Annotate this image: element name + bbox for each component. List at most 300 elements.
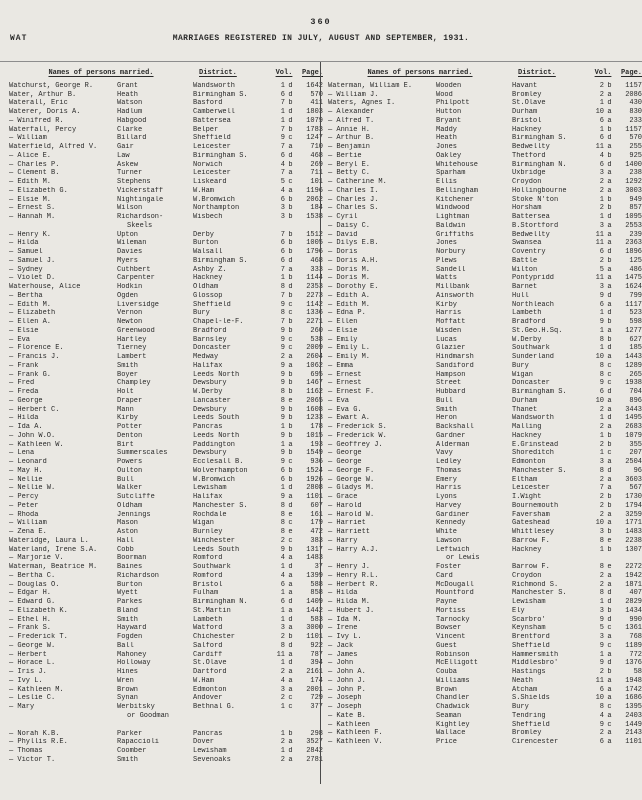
record-row — [328, 292, 642, 301]
cell-district: Brentford — [512, 633, 550, 641]
cell-vnum: 2 — [599, 501, 604, 510]
cell-surname: Gair — [117, 143, 134, 151]
record-row — [328, 222, 642, 231]
cell-district: Leeds North — [193, 431, 240, 440]
cell-district: Havant — [512, 81, 538, 90]
cell-vnum: 1 — [280, 729, 285, 738]
cell-surname: Lightman — [436, 213, 470, 221]
cell-vlet: b — [288, 160, 293, 169]
cell-page: 1624 — [625, 283, 642, 291]
cell-surname: Carpenter — [117, 274, 155, 283]
cell-name: — Henry J. — [328, 563, 371, 571]
cell-vnum: 3 — [280, 624, 285, 633]
cell-district: Thanet — [512, 405, 538, 414]
record-row — [328, 581, 642, 590]
cell-vlet: d — [607, 589, 612, 598]
cell-name: — Henry K. — [9, 230, 52, 239]
cell-name: — Kathleen W. — [9, 440, 64, 449]
cell-page: 2273 — [306, 291, 323, 300]
cell-district: Scarbro' — [512, 615, 546, 624]
cell-page: 1730 — [625, 493, 642, 501]
page-number: 360 — [310, 17, 332, 27]
cell-name: — Marjorie V. — [9, 554, 64, 563]
record-row — [9, 99, 323, 108]
record-row — [9, 116, 323, 126]
cell-page: 2238 — [625, 536, 642, 545]
margin-label: WAT — [10, 34, 28, 43]
cell-vlet: a — [607, 143, 612, 151]
record-row — [328, 537, 642, 546]
cell-name: — Herbert — [9, 650, 47, 659]
record-row — [328, 388, 642, 397]
left-column — [0, 62, 323, 784]
cell-district: S.Shields — [512, 694, 550, 703]
cell-surname: Grant — [117, 81, 139, 90]
cell-vnum: 7 — [280, 143, 285, 151]
record-row — [328, 502, 642, 511]
cell-district: Camberwell — [193, 108, 236, 116]
cell-surname: Plews — [436, 256, 458, 265]
cell-name: — Elizabeth K. — [9, 606, 68, 615]
cell-page: 1101 — [306, 633, 323, 641]
cell-vnum: 1 — [280, 703, 285, 711]
cell-district: Birmingham S. — [512, 134, 567, 143]
cell-name: — William J. — [328, 90, 379, 99]
cell-vlet: a — [288, 650, 293, 659]
cell-name: — Gladys M. — [328, 484, 375, 493]
cell-page: 2009 — [306, 344, 323, 353]
cell-vlet: a — [288, 580, 293, 589]
cell-page: 174 — [310, 676, 323, 685]
cell-page: 1794 — [625, 501, 642, 510]
cell-vnum: 9 — [280, 545, 285, 554]
cell-district: W.Derby — [512, 335, 542, 344]
cell-vnum: 9 — [280, 431, 285, 440]
cell-page: 37 — [314, 563, 323, 571]
cell-name: — Bertie — [328, 151, 362, 160]
record-row — [328, 712, 642, 721]
cell-vlet: a — [288, 493, 293, 501]
cell-vnum: 8 — [280, 519, 285, 528]
cell-page: 269 — [310, 160, 323, 169]
cell-district: Horsham — [512, 204, 542, 213]
cell-vnum: 1 — [599, 598, 604, 606]
record-row — [9, 361, 323, 371]
cell-surname: Lucas — [436, 335, 458, 344]
cell-name: — Freda — [9, 388, 39, 396]
cell-name: — Doris A.H. — [328, 256, 379, 265]
cell-vlet: d — [288, 108, 293, 116]
cell-surname: Jones — [436, 143, 458, 151]
cell-surname: Seaman — [436, 711, 462, 720]
cell-vlet: d — [607, 466, 612, 475]
cell-vlet: b — [607, 431, 612, 440]
cell-name: — Annie H. — [328, 125, 371, 134]
cell-vnum: 8 — [280, 309, 285, 318]
record-row — [9, 143, 323, 152]
cell-surname: Draper — [117, 396, 143, 405]
cell-vlet: a — [288, 668, 293, 676]
cell-page: 711 — [310, 169, 323, 178]
record-row — [328, 467, 642, 476]
cell-district: Manchester S. — [512, 589, 567, 598]
cell-vlet: d — [607, 659, 612, 668]
cell-vnum: 9 — [280, 134, 285, 143]
cell-district: Liskeard — [193, 178, 227, 186]
cell-district: Leicester — [193, 169, 231, 178]
cell-surname: Bowser — [436, 624, 462, 633]
cell-surname: Leftwich or Lewis — [436, 546, 512, 564]
record-row — [9, 755, 323, 765]
cell-district: Eltham — [512, 475, 538, 484]
cell-surname: Hampson — [436, 370, 466, 379]
cell-vlet: b — [607, 528, 612, 536]
cell-page: 3000 — [306, 624, 323, 633]
cell-name: — Frederick S. — [328, 423, 387, 431]
record-row — [9, 431, 323, 441]
record-row — [9, 659, 323, 668]
cell-district: Uxbridge — [512, 169, 546, 178]
cell-vnum: 5 — [280, 178, 285, 186]
cell-vnum: 1 — [280, 747, 285, 755]
cell-surname: Mahoney — [117, 650, 147, 659]
record-row — [9, 335, 323, 345]
record-row — [9, 388, 323, 397]
record-row — [9, 300, 323, 310]
cell-page: 298 — [310, 729, 323, 738]
record-row — [328, 432, 642, 441]
record-row — [9, 694, 323, 703]
cell-surname: Norbury — [436, 248, 466, 256]
cell-vnum: 1 — [280, 81, 285, 90]
record-row — [9, 554, 323, 563]
cell-district: Whittlesey — [512, 528, 555, 536]
cell-name: — George W. — [328, 475, 375, 484]
cell-vnum: 2 — [599, 405, 604, 414]
cell-vlet: c — [607, 370, 612, 379]
cell-district: Birmingham S. — [512, 388, 567, 396]
cell-vlet: a — [607, 423, 612, 431]
cell-vlet: a — [607, 326, 612, 335]
cell-vnum: 5 — [599, 624, 604, 633]
cell-surname: Smith — [436, 405, 458, 414]
cell-vnum: 2 — [599, 178, 604, 186]
cell-page: 925 — [629, 151, 642, 160]
cell-surname: Harris — [436, 484, 462, 493]
record-row — [328, 327, 642, 336]
cell-surname: Brown — [117, 685, 139, 694]
cell-name: Water, Arthur B. — [9, 90, 77, 99]
cell-surname: Stephens — [117, 178, 151, 186]
record-row — [328, 336, 642, 345]
cell-vnum: 4 — [280, 571, 285, 580]
cell-vnum: 9 — [280, 370, 285, 379]
cell-district: Richmond S. — [512, 580, 559, 589]
cell-vnum: 3 — [599, 221, 604, 230]
cell-vnum: 10 — [595, 519, 604, 528]
record-row — [9, 738, 323, 747]
cell-surname: Ellis — [436, 178, 458, 186]
cell-page: 588 — [310, 580, 323, 589]
cell-vlet: d — [288, 641, 293, 650]
cell-name: — Charles P. — [9, 160, 60, 169]
cell-district: Birmingham S. — [193, 256, 248, 265]
cell-page: 1101 — [306, 493, 323, 501]
record-row — [9, 528, 323, 537]
cell-name: — Harriet — [328, 519, 366, 528]
record-row — [9, 125, 323, 135]
cell-surname: Sparham — [436, 169, 466, 178]
cell-name: — George F. — [328, 466, 375, 475]
cell-page: 1233 — [306, 414, 323, 423]
cell-page: 2086 — [625, 90, 642, 99]
cell-vlet: e — [607, 536, 612, 545]
cell-surname: Wyett — [117, 589, 139, 598]
cell-page: 1409 — [306, 598, 323, 606]
cell-vlet: b — [288, 466, 293, 475]
cell-page: 1079 — [625, 431, 642, 440]
cell-vlet: c — [607, 361, 612, 370]
cell-page: 1101 — [625, 738, 642, 746]
cell-vnum: 7 — [599, 484, 604, 493]
cell-vnum: 6 — [280, 151, 285, 160]
cell-surname: Foster — [436, 563, 462, 571]
cell-surname: Wileman — [117, 239, 147, 248]
cell-surname: Holt — [117, 388, 134, 396]
record-row — [328, 528, 642, 537]
cell-name: Waterer, Doris A. — [9, 108, 81, 116]
cell-district: Keynsham — [512, 624, 546, 633]
cell-vnum: 6 — [280, 598, 285, 606]
record-row — [328, 99, 642, 108]
cell-district: Watford — [193, 624, 223, 633]
cell-district: Norwich — [193, 160, 223, 169]
cell-page: 238 — [629, 169, 642, 178]
cell-vnum: 2 — [599, 186, 604, 195]
cell-vnum: 11 — [595, 676, 604, 685]
cell-surname: Kennedy — [436, 519, 466, 528]
cell-vlet: d — [288, 484, 293, 493]
cell-district: Stoke N'ton — [512, 195, 559, 204]
cell-name: — William — [9, 134, 47, 143]
cell-vlet: d — [607, 598, 612, 606]
cell-vlet: d — [607, 414, 612, 423]
cell-surname: Bland — [117, 606, 139, 615]
cell-district: Leicester — [193, 143, 231, 151]
cell-vlet: c — [607, 449, 612, 458]
cell-surname: McElligott — [436, 659, 479, 668]
cell-vnum: 3 — [599, 633, 604, 641]
cell-vnum: 1 — [599, 326, 604, 335]
cell-vnum: 1 — [599, 344, 604, 353]
cell-surname: Billard — [117, 134, 147, 143]
cell-vnum: 6 — [599, 685, 604, 694]
cell-surname: Glazier — [436, 344, 466, 353]
cell-district: Dewsbury — [193, 379, 227, 388]
cell-page: 207 — [629, 449, 642, 458]
cell-vlet: a — [607, 519, 612, 528]
cell-vlet: b — [288, 449, 293, 458]
cell-district: Barnet — [512, 283, 538, 291]
cell-name: — Sydney — [9, 265, 43, 274]
cell-page: 570 — [629, 134, 642, 143]
cell-vlet: d — [288, 501, 293, 510]
cell-surname: Heath — [117, 90, 139, 99]
cell-surname: Oakley — [436, 151, 462, 160]
record-row — [328, 414, 642, 423]
cell-surname: White — [436, 528, 458, 536]
cell-vnum: 9 — [599, 318, 604, 326]
cell-vnum: 7 — [280, 265, 285, 274]
cell-vlet: d — [607, 99, 612, 108]
cell-vnum: 4 — [280, 186, 285, 195]
cell-name: — Ernest — [328, 370, 362, 379]
cell-vlet: b — [607, 335, 612, 344]
page-header — [0, 34, 642, 45]
cell-page: 936 — [310, 458, 323, 466]
record-row — [9, 169, 323, 178]
record-row — [328, 231, 642, 240]
cell-name: — John — [328, 659, 354, 668]
cell-name: — Francis J. — [9, 353, 60, 361]
cell-name: — Ivy L. — [328, 633, 362, 641]
cell-district: Sevenoaks — [193, 755, 231, 764]
cell-district: Sheffield — [193, 134, 231, 143]
cell-name: Waterhouse, Alice — [9, 283, 81, 291]
record-row — [9, 563, 323, 572]
cell-page: 1307 — [625, 545, 642, 554]
cell-name: — Edith M. — [328, 300, 371, 309]
record-row — [9, 729, 323, 739]
cell-surname: Fogden — [117, 633, 143, 641]
cell-district: Sheffield — [193, 300, 231, 309]
right-column — [320, 62, 642, 784]
cell-page: 2353 — [306, 283, 323, 291]
record-row — [328, 624, 642, 633]
cell-page: 583 — [310, 615, 323, 624]
cell-name: Waterfall, Percy — [9, 125, 77, 134]
cell-surname: Jones — [436, 239, 458, 248]
cell-surname: Tierney — [117, 344, 147, 353]
cell-page: 1896 — [625, 248, 642, 256]
cell-district: Southwark — [193, 563, 231, 571]
cell-vnum: 2 — [280, 694, 285, 703]
cell-vnum: 8 — [280, 388, 285, 396]
cell-district: St.Olave — [193, 659, 227, 668]
record-row — [9, 545, 323, 555]
cell-page: 1434 — [625, 606, 642, 615]
record-row — [9, 256, 323, 266]
cell-vlet: c — [607, 624, 612, 633]
cell-vnum: 10 — [595, 396, 604, 405]
record-row — [9, 405, 323, 415]
cell-name: — Herbert C. — [9, 405, 60, 414]
record-row — [328, 458, 642, 467]
cell-vlet: b — [288, 125, 293, 134]
record-row — [328, 274, 642, 283]
cell-vnum: 9 — [280, 458, 285, 466]
record-row — [9, 134, 323, 143]
cell-district: Burnley — [193, 528, 223, 536]
cell-district: Lambeth — [512, 309, 542, 318]
cell-page: 1449 — [625, 720, 642, 729]
cell-vnum: 9 — [280, 493, 285, 501]
cell-vnum: 1 — [280, 116, 285, 125]
cell-vlet: d — [288, 81, 293, 90]
cell-surname: Williams — [436, 676, 470, 685]
record-row — [328, 406, 642, 415]
cell-vnum: 9 — [280, 449, 285, 458]
cell-vlet: b — [288, 326, 293, 335]
cell-surname: Wisden — [436, 326, 462, 335]
cell-page: 858 — [310, 589, 323, 598]
cell-vlet: a — [607, 711, 612, 720]
record-row — [9, 160, 323, 170]
cell-vlet: c — [288, 309, 293, 318]
cell-vlet: c — [288, 458, 293, 466]
cell-name: — Eva — [9, 335, 31, 344]
record-row — [328, 493, 642, 502]
cell-district: Wisbech — [193, 213, 223, 221]
cell-district: E.Grinstead — [512, 440, 559, 449]
cell-vlet: a — [607, 116, 612, 125]
cell-surname: Hines — [117, 668, 139, 676]
cell-vlet: c — [607, 379, 612, 388]
cell-vnum: 6 — [280, 239, 285, 248]
cell-surname: Baines — [117, 563, 143, 571]
cell-page: 101 — [310, 178, 323, 186]
cell-vlet: d — [607, 248, 612, 256]
record-row — [9, 641, 323, 651]
cell-surname: Ogden — [117, 291, 139, 300]
cell-vlet: c — [288, 519, 293, 528]
cell-vnum: 8 — [599, 589, 604, 598]
cell-name: — John P. — [328, 685, 366, 694]
cell-surname: Emery — [436, 475, 458, 484]
cell-vlet: e — [288, 510, 293, 519]
cell-page: 185 — [629, 344, 642, 353]
cell-vnum: 9 — [280, 405, 285, 414]
cell-page: 768 — [629, 633, 642, 641]
cell-vlet: b — [607, 256, 612, 265]
cell-district: Hammersmith — [512, 650, 559, 659]
cell-name: Watchurst, George R. — [9, 81, 94, 90]
cell-name: — Harry A.J. — [328, 545, 379, 554]
cell-page: 377 — [310, 703, 323, 711]
cell-vlet: d — [607, 134, 612, 143]
cell-name: — Norah K.B. — [9, 729, 60, 738]
cell-surname: Boyer — [117, 370, 139, 379]
record-row — [9, 747, 323, 756]
cell-district: Hastings — [512, 668, 546, 676]
record-row — [9, 248, 323, 257]
cell-vlet: a — [607, 169, 612, 178]
cell-district: Atcham — [512, 685, 538, 694]
cell-page: 333 — [310, 265, 323, 274]
cell-vlet: b — [288, 99, 293, 108]
cell-surname: Guest — [436, 641, 458, 650]
cell-page: 1771 — [625, 519, 642, 528]
cell-district: Bradford — [193, 326, 227, 335]
cell-page: 3443 — [625, 405, 642, 414]
cell-name: — Frank G. — [9, 370, 52, 379]
cell-vnum: 1 — [599, 545, 604, 554]
cell-name: — Elsie M. — [9, 195, 52, 204]
cell-vlet: b — [288, 729, 293, 738]
cell-surname: Ball — [117, 641, 134, 650]
cell-vnum: 4 — [280, 160, 285, 169]
cell-name: — Alfred T. — [328, 116, 375, 125]
